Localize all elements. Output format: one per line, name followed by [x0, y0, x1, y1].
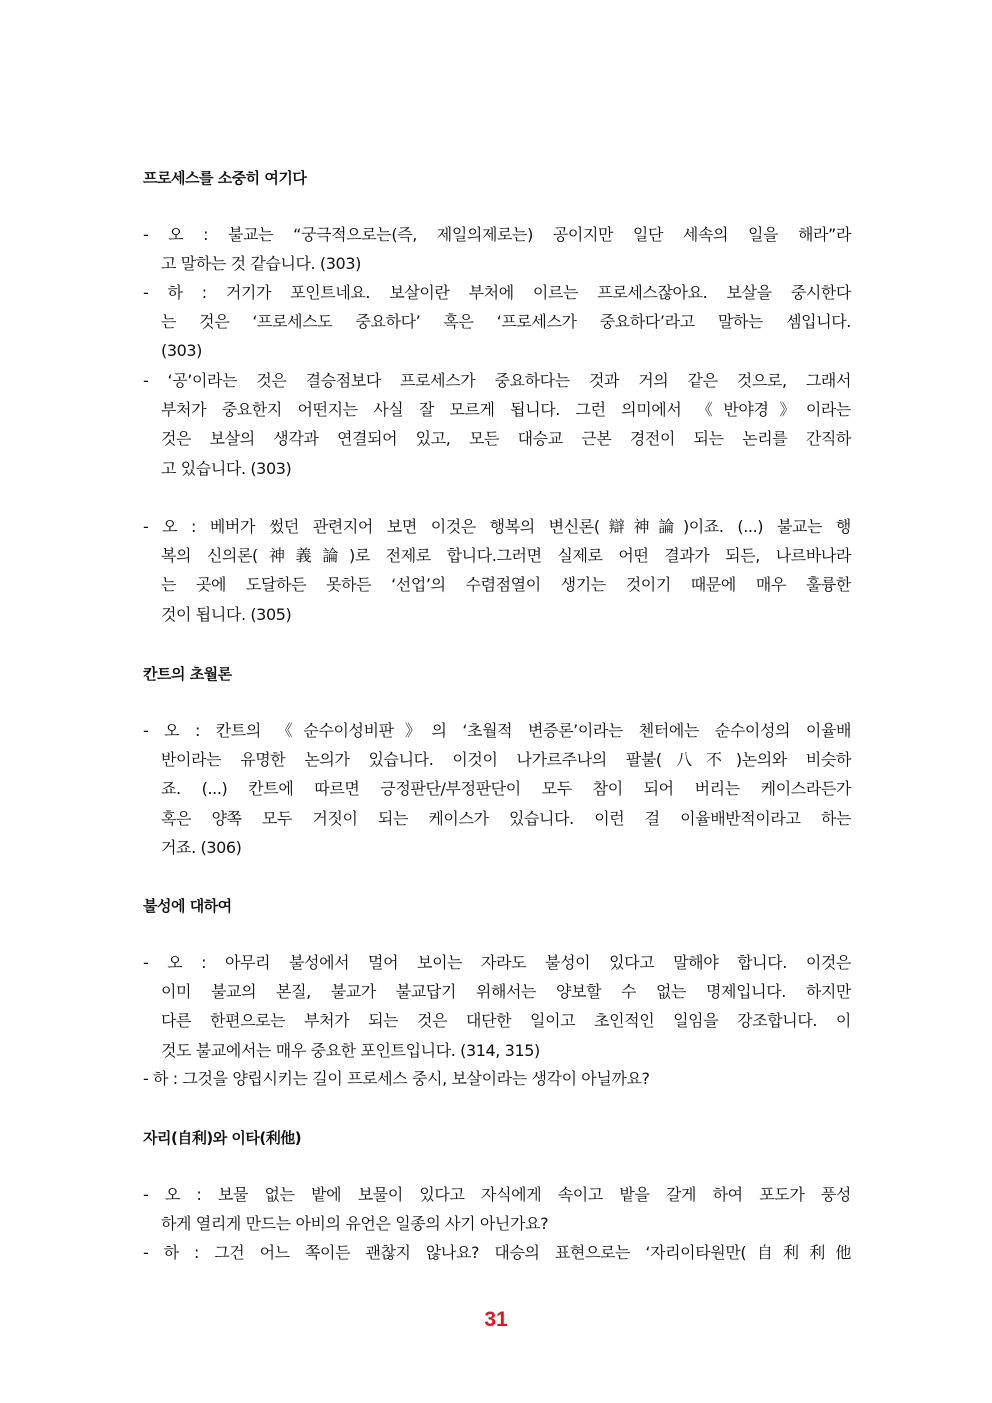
text-line: - 오 : 불교는 “궁극적으로는(즉, 제일의제로는) 공이지만 일단 세속의 일을 해라”라: [143, 225, 851, 244]
section-heading: 프로세스를 소중히 여기다: [143, 169, 307, 187]
dialogue-entry: [143, 278, 851, 366]
text-line: - ‘공’이라는 것은 결승점보다 프로세스가 중요하다는 것과 거의 같은 것으로, 그래서: [143, 371, 851, 390]
text-line: 것은 보살의 생각과 연결되어 있고, 모든 대승교 근본 경전이 되는 논리를 간직하: [161, 429, 851, 449]
dialogue-entry: [143, 1180, 851, 1238]
text-line: 것도 불교에서는 매우 중요한 포인트입니다. (314, 315): [161, 1040, 540, 1060]
text-line: - 하 : 그건 어느 쪽이든 괜찮지 않나요? 대승의 표현으로는 ‘자리이타원만(自利利他: [143, 1243, 851, 1262]
text-line: - 오 : 보물 없는 밭에 보물이 있다고 자식에게 속이고 밭을 갈게 하여 포도가 풍성: [143, 1185, 851, 1204]
dialogue-entry: [143, 366, 851, 483]
text-line: 이미 불교의 본질, 불교가 불교답기 위해서는 양보할 수 없는 명제입니다. 하지만: [161, 982, 851, 1002]
section-heading: 칸트의 초월론: [143, 665, 232, 683]
text-line: 고 말하는 것 같습니다. (303): [161, 254, 361, 274]
dialogue-entry: [143, 1064, 851, 1093]
text-line: 는 곳에 도달하든 못하든 ‘선업’의 수렴점열이 생기는 것이기 때문에 매우 훌륭한: [161, 575, 851, 595]
text-line: 고 있습니다. (303): [161, 458, 292, 478]
dialogue-entry: [143, 220, 851, 278]
page-number: 31: [484, 1308, 508, 1331]
dialogue-entry: [143, 512, 851, 629]
text-line: 는 것은 ‘프로세스도 중요하다’ 혹은 ‘프로세스가 중요하다’라고 말하는 셈입니다.: [161, 312, 851, 332]
text-line: 혹은 양쪽 모두 거짓이 되는 케이스가 있습니다. 이런 걸 이율배반적이라고 하는: [161, 808, 851, 828]
section-heading: 자리(自利)와 이타(利他): [143, 1129, 302, 1147]
text-line: (303): [161, 341, 203, 361]
section-heading: 불성에 대하여: [143, 897, 232, 915]
text-line: 거죠. (306): [161, 837, 242, 857]
text-line: - 오 : 베버가 썼던 관련지어 보면 이것은 행복의 변신론(辯神論)이죠. (...) 불교는 행: [143, 517, 851, 536]
text-line: 복의 신의론(神義論)로 전제로 합니다.그러면 실제로 어떤 결과가 되든, 나르바나라: [161, 546, 851, 566]
text-line: - 하 : 그것을 양립시키는 길이 프로세스 중시, 보살이라는 생각이 아닐까요?: [143, 1069, 650, 1088]
text-line: - 하 : 거기가 포인트네요. 보살이란 부처에 이르는 프로세스잖아요. 보살을 중시한다: [143, 283, 851, 302]
dialogue-entry: [143, 948, 851, 1065]
text-line: - 오 : 아무리 불성에서 멀어 보이는 자라도 불성이 있다고 말해야 합니다. 이것은: [143, 953, 851, 972]
dialogue-entry: [143, 1238, 851, 1267]
text-line: 죠. (...) 칸트에 따르면 긍정판단/부정판단이 모두 참이 되어 버리는 케이스라든가: [161, 779, 851, 799]
dialogue-entry: [143, 716, 851, 862]
text-line: - 오 : 칸트의 《순수이성비판》의 ‘초월적 변증론’이라는 첸터에는 순수이성의 이율배: [143, 721, 851, 740]
text-line: 다른 한편으로는 부처가 되는 것은 대단한 일이고 초인적인 일임을 강조합니다. 이: [161, 1011, 851, 1031]
text-line: 반이라는 유명한 논의가 있습니다. 이것이 나가르주나의 팔불(八不)논의와 비슷하: [161, 750, 851, 770]
text-line: 것이 됩니다. (305): [161, 604, 292, 624]
text-line: 부처가 중요한지 어떤지는 사실 잘 모르게 됩니다. 그런 의미에서 《반야경》이라는: [161, 400, 851, 420]
text-line: 하게 열리게 만드는 아비의 유언은 일종의 사기 아닌가요?: [161, 1214, 549, 1234]
